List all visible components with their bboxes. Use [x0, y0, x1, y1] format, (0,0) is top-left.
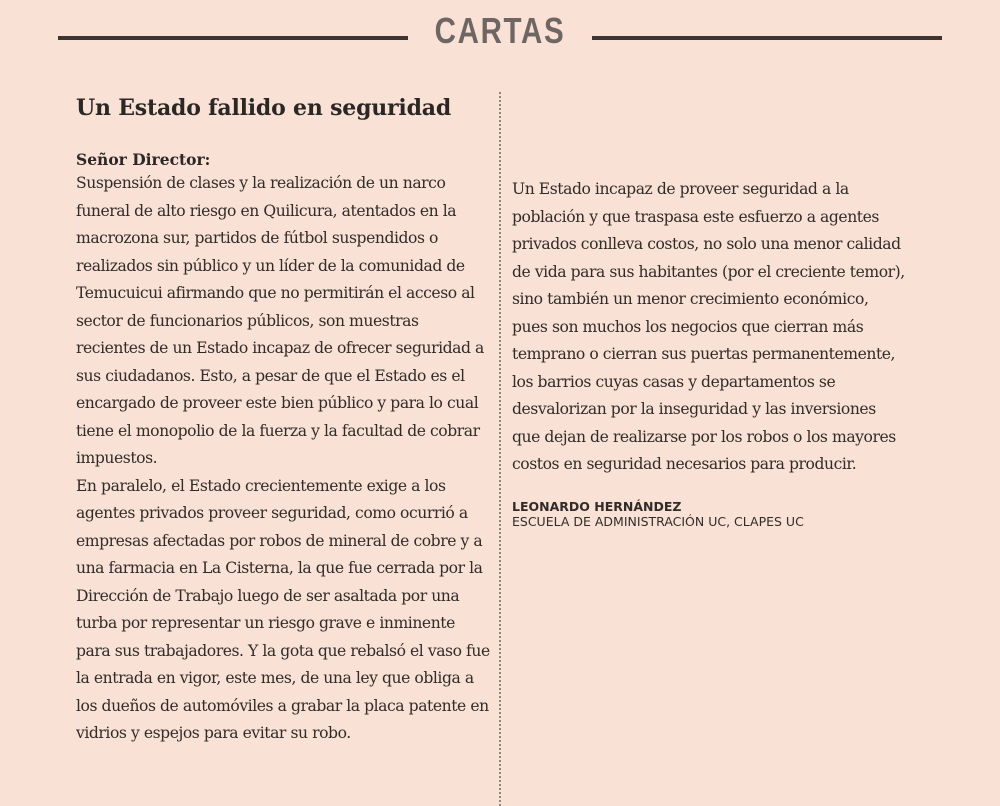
letter-column-left: [76, 95, 491, 748]
column-divider: [499, 92, 501, 806]
letter-paragraph-2: En paralelo, el Estado crecientemente exige a los agentes privados proveer seguridad, como ocurrió a empresas afectadas por robos de mineral de cobre y a una farmacia en La Cisterna, la que fue cerrada por la Dirección de Trabajo luego de ser asaltada por una turba por representar un riesgo grave e inminente para sus trabajadores. Y la gota que rebalsó el vaso fue la entrada en vigor, este mes, de una ley que obliga a los dueños de automóviles a grabar la placa patente en vidrios y espejos para evitar su robo.: [76, 476, 490, 742]
letter-title: Un Estado fallido en seguridad: [76, 95, 452, 121]
author-affiliation: ESCUELA DE ADMINISTRACIÓN UC, CLAPES UC: [512, 513, 804, 529]
author-name: LEONARDO HERNÁNDEZ: [512, 498, 682, 514]
header-rule-left: [58, 36, 408, 40]
letter-paragraph-3: Un Estado incapaz de proveer seguridad a la población y que traspasa este esfuerzo a agentes privados conlleva costos, no solo una menor calidad de vida para sus habitantes (por el creciente temor), sino también un menor crecimiento económico, pues son muchos los negocios que cierran más temprano o cierran sus puertas permanentemente, los barrios cuyas casas y departamentos se desvalorizan por la inseguridad y las inversiones que dejan de realizarse por los robos o los mayores costos en seguridad necesarios para producir.: [512, 180, 905, 473]
letter-paragraph-1: Suspensión de clases y la realización de un narco funeral de alto riesgo en Quilicura, atentados en la macrozona sur, partidos de fútbol suspendidos o realizados sin público y un líder de la comunidad de Temucuicui afirmando que no permitirán el acceso al sector de funcionarios públicos, son muestras recientes de un Estado incapaz de ofrecer seguridad a sus ciudadanos. Esto, a pesar de que el Estado es el encargado de proveer este bien público y para lo cual tiene el monopolio de la fuerza y la facultad de cobrar impuestos.: [76, 174, 484, 467]
header-rule-right: [592, 36, 942, 40]
salutation: Señor Director:: [76, 150, 211, 169]
section-title: CARTAS: [434, 10, 566, 51]
letter-column-right: [512, 176, 907, 529]
